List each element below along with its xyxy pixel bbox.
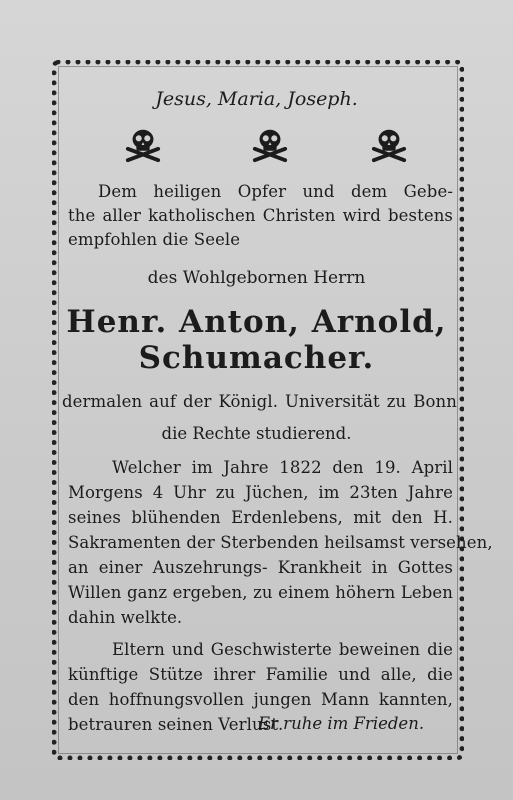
intro-line: Dem heiligen Opfer und dem Gebe- xyxy=(98,182,453,201)
paragraph-line: Sakramenten der Sterbenden heilsamst versehen, xyxy=(68,533,493,552)
honorific-line: des Wohlgebornen Herrn xyxy=(147,268,366,288)
paragraph-line: seines blühenden Erdenlebens, mit den H. xyxy=(68,508,453,527)
paragraph-line: dahin welkte. xyxy=(68,608,183,627)
deceased-name: Henr. Anton, Arnold, xyxy=(66,304,447,340)
intro-line: the aller katholischen Christen wird bestens xyxy=(68,206,453,225)
skull-and-crossbones-icon xyxy=(124,126,162,164)
study-line: die Rechte studierend. xyxy=(161,424,352,443)
skull-ornament-row xyxy=(0,126,513,166)
intro-line: empfohlen die Seele xyxy=(68,230,241,249)
paragraph-line: betrauren seinen Verlust. xyxy=(68,715,284,734)
paragraph-line: künftige Stütze ihrer Familie und alle, die xyxy=(68,665,453,684)
paragraph-line: Morgens 4 Uhr zu Jüchen, im 23ten Jahre xyxy=(68,483,453,502)
skull-and-crossbones-icon xyxy=(370,126,408,164)
closing-line: Er ruhe im Frieden. xyxy=(258,714,425,733)
paragraph-line: den hoffnungsvollen jungen Mann kannten, xyxy=(68,690,453,709)
skull-and-crossbones-icon xyxy=(251,126,289,164)
paragraph-line: Welcher im Jahre 1822 den 19. April xyxy=(112,458,453,477)
paragraph-line: an einer Auszehrungs- Krankheit in Gottes xyxy=(68,558,453,577)
paragraph-line: Eltern und Geschwisterte beweinen die xyxy=(112,640,453,659)
paragraph-line: Willen ganz ergeben, zu einem höhern Leben xyxy=(68,583,453,602)
invocation-heading: Jesus, Maria, Joseph. xyxy=(155,88,358,110)
deceased-surname: Schumacher. xyxy=(138,340,375,376)
study-line: dermalen auf der Königl. Universität zu Bonn xyxy=(62,392,457,411)
